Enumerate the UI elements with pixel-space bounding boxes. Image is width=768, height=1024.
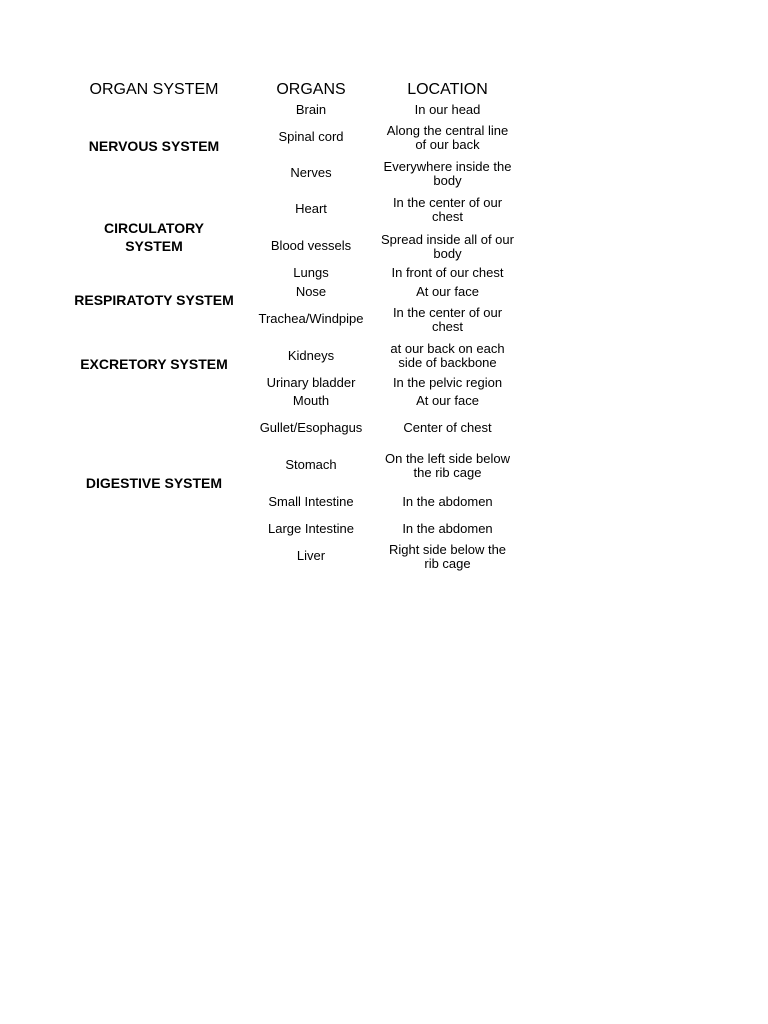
location-cell-line-2: of our back xyxy=(415,137,480,152)
location-cell-line-2: body xyxy=(433,246,462,261)
organ-cell: Heart xyxy=(295,201,327,216)
location-cell-line-1: Along the central line xyxy=(386,123,509,138)
system-digestive: DIGESTIVE SYSTEM xyxy=(85,475,223,491)
system-excretory: EXCRETORY SYSTEM xyxy=(80,356,228,372)
location-cell-line-2: side of backbone xyxy=(398,355,497,370)
organ-cell: Spinal cord xyxy=(278,129,344,144)
organ-cell: Nerves xyxy=(290,165,332,180)
location-cell-line-2: chest xyxy=(431,209,464,224)
location-cell-line-2: body xyxy=(433,173,462,188)
location-cell: In front of our chest xyxy=(391,265,504,280)
location-cell: In our head xyxy=(414,102,481,117)
organ-cell: Mouth xyxy=(292,393,330,408)
system-nervous: NERVOUS SYSTEM xyxy=(88,138,220,154)
organ-cell: Brain xyxy=(295,102,327,117)
location-cell-line-1: On the left side below xyxy=(384,451,511,466)
location-cell: Center of chest xyxy=(403,420,492,435)
location-cell-line-2: chest xyxy=(431,319,464,334)
organ-cell: Blood vessels xyxy=(270,238,352,253)
location-cell: At our face xyxy=(416,284,479,299)
system-respiratory: RESPIRATOTY SYSTEM xyxy=(74,292,234,308)
organ-cell: Urinary bladder xyxy=(266,375,356,390)
location-cell: In the pelvic region xyxy=(392,375,503,390)
organ-cell: Large Intestine xyxy=(267,521,354,536)
organ-cell: Liver xyxy=(296,548,326,563)
organ-cell: Nose xyxy=(295,284,327,299)
header-location: LOCATION xyxy=(407,81,488,98)
location-cell-line-1: In the center of our xyxy=(392,305,503,320)
location-cell-line-1: In the center of our xyxy=(392,195,503,210)
organ-cell: Trachea/Windpipe xyxy=(258,311,364,326)
location-cell-line-1: Spread inside all of our xyxy=(381,232,514,247)
location-cell: In the abdomen xyxy=(402,521,493,536)
organ-cell: Kidneys xyxy=(287,348,335,363)
location-cell-line-2: rib cage xyxy=(424,556,471,571)
location-cell: At our face xyxy=(416,393,479,408)
organ-cell: Small Intestine xyxy=(268,494,354,509)
location-cell: In the abdomen xyxy=(402,494,493,509)
location-cell-line-1: at our back on each xyxy=(390,341,505,356)
location-cell-line-1: Everywhere inside the xyxy=(383,159,512,174)
organ-cell: Gullet/Esophagus xyxy=(259,420,363,435)
location-cell-line-2: the rib cage xyxy=(413,465,482,480)
organ-cell: Lungs xyxy=(293,265,329,280)
location-cell-line-1: Right side below the xyxy=(388,542,507,557)
header-organs: ORGANS xyxy=(276,81,346,98)
system-circulatory: CIRCULATORY SYSTEM xyxy=(103,220,205,254)
organ-cell: Stomach xyxy=(285,457,337,472)
header-organ-system: ORGAN SYSTEM xyxy=(89,81,219,98)
